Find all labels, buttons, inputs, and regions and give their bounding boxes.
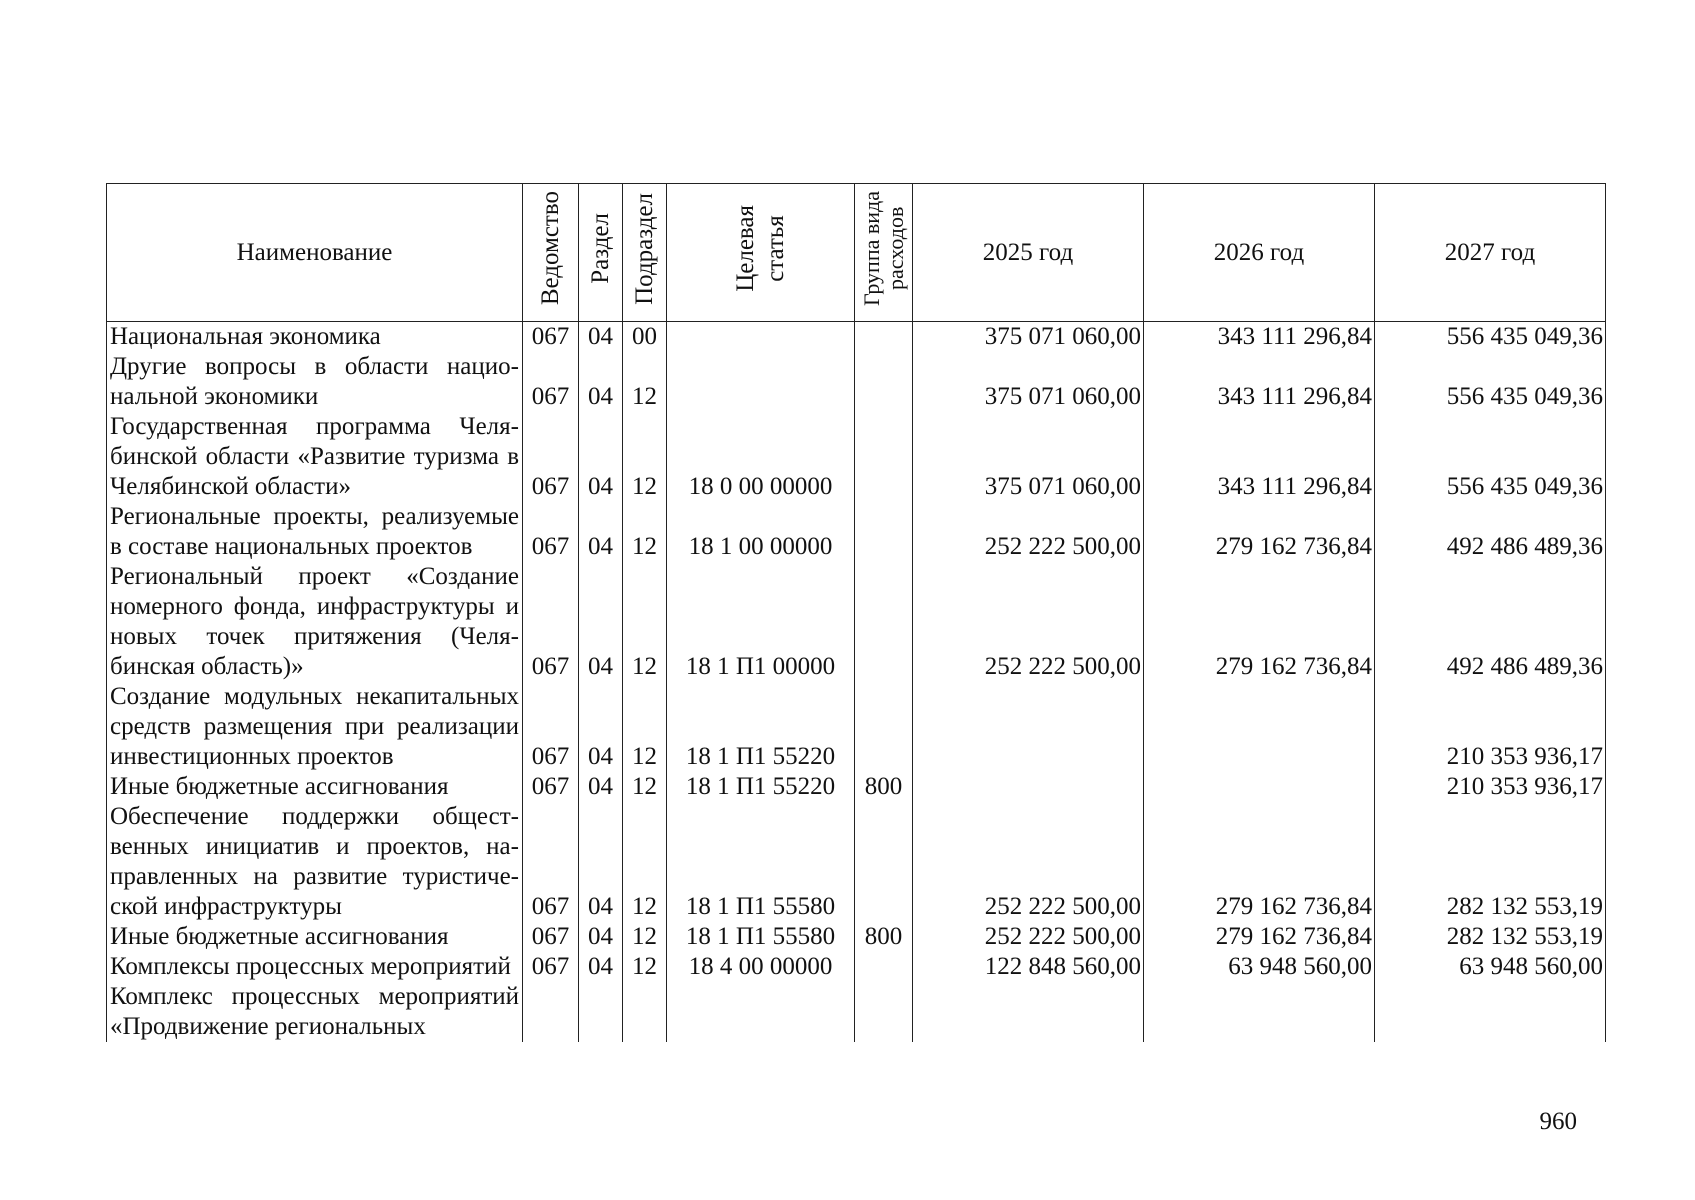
row-vedomstvo (523, 982, 579, 1042)
row-amount-2027: 282 132 553,19 (1375, 922, 1606, 952)
row-vedomstvo: 067 (523, 772, 579, 802)
row-expense-group (855, 982, 913, 1042)
row-amount-2025: 375 071 060,00 (913, 412, 1144, 502)
row-amount-2027: 556 435 049,36 (1375, 322, 1606, 353)
row-razdel: 04 (579, 682, 623, 772)
row-name: Другие вопросы в области национальной экономики (107, 352, 523, 412)
row-razdel: 04 (579, 952, 623, 982)
row-amount-2026 (1144, 682, 1375, 772)
row-amount-2026: 279 162 736,84 (1144, 502, 1375, 562)
row-podrazdel: 12 (623, 802, 667, 922)
row-razdel: 04 (579, 772, 623, 802)
row-amount-2026 (1144, 982, 1375, 1042)
row-name: Государственная программа Челябинской области «Развитие туризма в Челябинской области» (107, 412, 523, 502)
row-podrazdel (623, 982, 667, 1042)
row-amount-2025 (913, 682, 1144, 772)
table-row (107, 562, 1606, 682)
table-row (107, 502, 1606, 562)
row-target-article: 18 1 П1 55580 (667, 922, 855, 952)
row-name: Комплексы процессных мероприятий (107, 952, 523, 982)
row-target-article (667, 322, 855, 353)
row-name: Региональные проекты, реализуемые в составе национальных проектов (107, 502, 523, 562)
table-body (107, 322, 1606, 1043)
row-name: Комплекс процессных мероприятий «Продвижение региональных (107, 982, 523, 1042)
row-razdel: 04 (579, 502, 623, 562)
row-target-article: 18 1 П1 00000 (667, 562, 855, 682)
row-target-article (667, 982, 855, 1042)
row-amount-2027 (1375, 982, 1606, 1042)
row-expense-group (855, 682, 913, 772)
row-expense-group (855, 952, 913, 982)
row-amount-2027: 492 486 489,36 (1375, 502, 1606, 562)
row-target-article: 18 0 00 00000 (667, 412, 855, 502)
row-target-article (667, 352, 855, 412)
row-amount-2025: 252 222 500,00 (913, 922, 1144, 952)
row-vedomstvo: 067 (523, 802, 579, 922)
table-row (107, 982, 1606, 1042)
row-amount-2027: 556 435 049,36 (1375, 352, 1606, 412)
row-vedomstvo: 067 (523, 502, 579, 562)
row-amount-2025: 375 071 060,00 (913, 352, 1144, 412)
table-row (107, 952, 1606, 982)
table-row (107, 412, 1606, 502)
row-name: Обеспечение поддержки общественных инициатив и проектов, направленных на развитие туристической инфраструктуры (107, 802, 523, 922)
row-podrazdel: 12 (623, 412, 667, 502)
row-vedomstvo: 067 (523, 352, 579, 412)
row-expense-group (855, 562, 913, 682)
header-vedomstvo: Ведомство (523, 184, 579, 322)
row-amount-2025: 122 848 560,00 (913, 952, 1144, 982)
row-name: Иные бюджетные ассигнования (107, 922, 523, 952)
table-row (107, 772, 1606, 802)
table-row (107, 802, 1606, 922)
row-amount-2027: 492 486 489,36 (1375, 562, 1606, 682)
row-name: Региональный проект «Создание номерного фонда, инфраструктуры и новых точек притяжения (Челябинская область)» (107, 562, 523, 682)
row-amount-2026: 343 111 296,84 (1144, 412, 1375, 502)
row-podrazdel: 12 (623, 352, 667, 412)
row-expense-group (855, 352, 913, 412)
row-razdel: 04 (579, 922, 623, 952)
header-target-article: Целевая статья (667, 184, 855, 322)
row-razdel: 04 (579, 322, 623, 353)
row-target-article: 18 1 П1 55220 (667, 772, 855, 802)
row-razdel: 04 (579, 562, 623, 682)
row-expense-group (855, 802, 913, 922)
header-razdel: Раздел (579, 184, 623, 322)
row-amount-2025: 375 071 060,00 (913, 322, 1144, 353)
budget-table (106, 183, 1606, 1042)
header-expense-group: Группа вида расходов (855, 184, 913, 322)
row-vedomstvo: 067 (523, 952, 579, 982)
row-amount-2026: 279 162 736,84 (1144, 802, 1375, 922)
table-row (107, 922, 1606, 952)
row-amount-2027: 556 435 049,36 (1375, 412, 1606, 502)
row-amount-2026: 343 111 296,84 (1144, 322, 1375, 353)
row-amount-2025 (913, 772, 1144, 802)
table-row (107, 352, 1606, 412)
row-name: Создание модульных некапитальных средств размещения при реализации инвестиционных проектов (107, 682, 523, 772)
row-vedomstvo: 067 (523, 922, 579, 952)
header-2027: 2027 год (1375, 184, 1606, 322)
header-2026: 2026 год (1144, 184, 1375, 322)
page-number: 960 (1539, 1108, 1577, 1135)
row-target-article: 18 1 00 00000 (667, 502, 855, 562)
row-razdel: 04 (579, 412, 623, 502)
row-amount-2025: 252 222 500,00 (913, 802, 1144, 922)
row-amount-2027: 282 132 553,19 (1375, 802, 1606, 922)
row-amount-2026: 279 162 736,84 (1144, 922, 1375, 952)
table-row (107, 682, 1606, 772)
row-podrazdel: 12 (623, 772, 667, 802)
row-expense-group: 800 (855, 922, 913, 952)
row-expense-group (855, 502, 913, 562)
row-amount-2025: 252 222 500,00 (913, 502, 1144, 562)
row-podrazdel: 12 (623, 502, 667, 562)
row-amount-2025 (913, 982, 1144, 1042)
row-vedomstvo: 067 (523, 412, 579, 502)
row-expense-group (855, 322, 913, 353)
row-expense-group: 800 (855, 772, 913, 802)
row-podrazdel: 12 (623, 562, 667, 682)
row-target-article: 18 4 00 00000 (667, 952, 855, 982)
row-name: Национальная экономика (107, 322, 523, 353)
table-header-row (107, 184, 1606, 322)
row-podrazdel: 00 (623, 322, 667, 353)
row-expense-group (855, 412, 913, 502)
row-vedomstvo: 067 (523, 562, 579, 682)
table-row (107, 322, 1606, 353)
row-razdel (579, 982, 623, 1042)
row-razdel: 04 (579, 802, 623, 922)
row-amount-2026 (1144, 772, 1375, 802)
row-amount-2027: 210 353 936,17 (1375, 772, 1606, 802)
row-amount-2027: 210 353 936,17 (1375, 682, 1606, 772)
row-podrazdel: 12 (623, 922, 667, 952)
row-podrazdel: 12 (623, 952, 667, 982)
row-amount-2026: 63 948 560,00 (1144, 952, 1375, 982)
row-razdel: 04 (579, 352, 623, 412)
header-2025: 2025 год (913, 184, 1144, 322)
row-vedomstvo: 067 (523, 322, 579, 353)
row-name: Иные бюджетные ассигнования (107, 772, 523, 802)
row-amount-2025: 252 222 500,00 (913, 562, 1144, 682)
row-target-article: 18 1 П1 55220 (667, 682, 855, 772)
header-name: Наименование (107, 184, 523, 322)
row-amount-2026: 279 162 736,84 (1144, 562, 1375, 682)
row-amount-2027: 63 948 560,00 (1375, 952, 1606, 982)
row-vedomstvo: 067 (523, 682, 579, 772)
header-podrazdel: Подраздел (623, 184, 667, 322)
row-target-article: 18 1 П1 55580 (667, 802, 855, 922)
row-podrazdel: 12 (623, 682, 667, 772)
row-amount-2026: 343 111 296,84 (1144, 352, 1375, 412)
